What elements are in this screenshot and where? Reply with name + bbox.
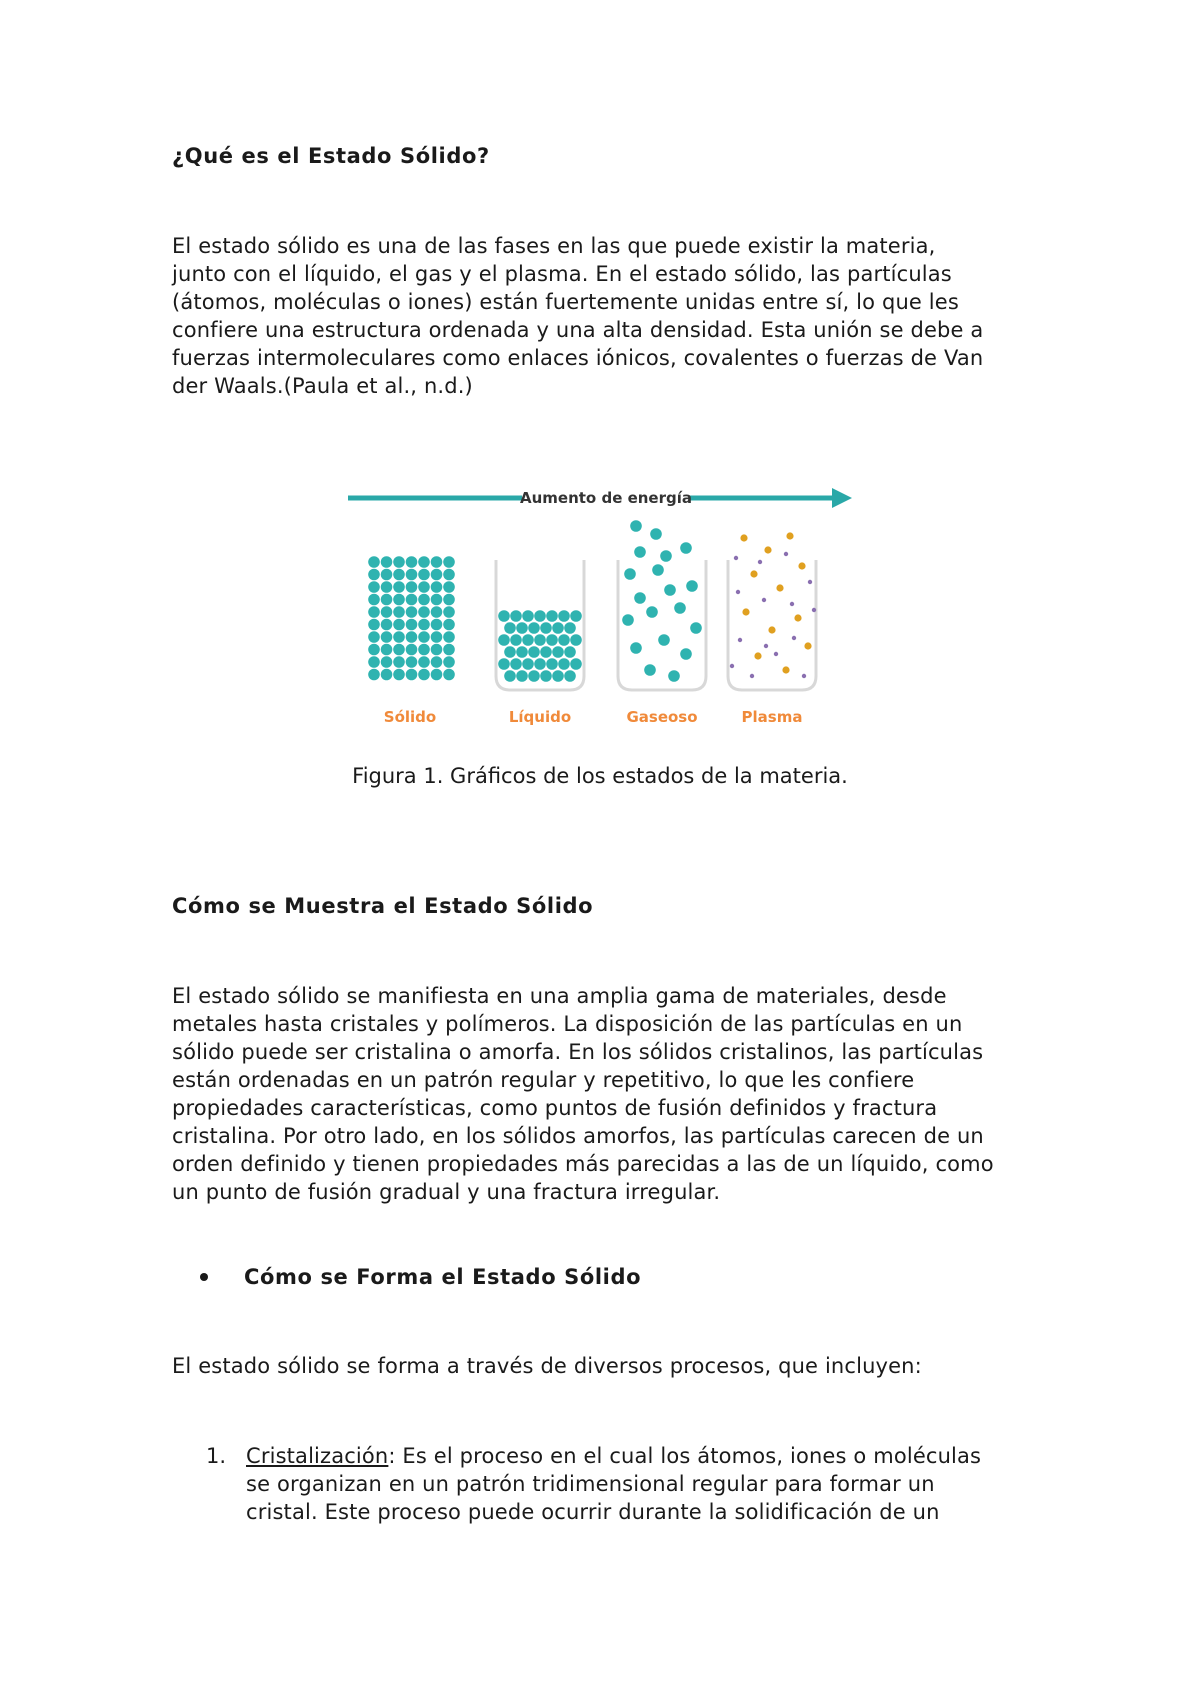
paragraph-line: fuerzas intermoleculares como enlaces iónicos, covalentes o fuerzas de Van <box>172 346 984 370</box>
liquid-particle <box>504 670 516 682</box>
solid-particle <box>406 656 418 668</box>
paragraph-line: metales hasta cristales y polímeros. La disposición de las partículas en un <box>172 1012 963 1036</box>
liquid-particle <box>522 634 534 646</box>
solid-particle <box>393 594 405 606</box>
solid-particle <box>443 656 455 668</box>
paragraph-line: un punto de fusión gradual y una fractura irregular. <box>172 1180 721 1204</box>
liquid-particle <box>534 658 546 670</box>
paragraph-line: cristalina. Por otro lado, en los sólidos amorfos, las partículas carecen de un <box>172 1124 984 1148</box>
plasma-electron <box>808 580 812 584</box>
bullet-item-formation <box>200 1265 641 1289</box>
solid-particle <box>393 569 405 581</box>
label-solido: Sólido <box>383 708 437 726</box>
solid-particle <box>368 619 380 631</box>
plasma-electron <box>750 674 754 678</box>
solid-particle <box>418 619 430 631</box>
plasma-electron <box>812 608 816 612</box>
solid-particle <box>368 644 380 656</box>
paragraph-manifestation <box>172 982 1052 1206</box>
solid-particle <box>431 594 443 606</box>
gas-particle <box>680 542 692 554</box>
paragraph-line: están ordenadas en un patrón regular y repetitivo, lo que les confiere <box>172 1068 915 1092</box>
solid-particle <box>381 606 393 618</box>
liquid-particle <box>528 622 540 634</box>
paragraph-line: junto con el líquido, el gas y el plasma. En el estado sólido, las partículas <box>172 262 952 286</box>
plasma-ion <box>754 652 761 659</box>
gas-particle <box>650 528 662 540</box>
solid-particle <box>381 569 393 581</box>
solid-particle <box>418 556 430 568</box>
solid-particle <box>443 644 455 656</box>
arrow-label: Aumento de energía <box>519 489 693 507</box>
plasma-electron <box>758 560 762 564</box>
liquid-particle <box>570 634 582 646</box>
gas-particle <box>652 564 664 576</box>
plasma-electron <box>736 590 740 594</box>
solid-particle <box>431 644 443 656</box>
list-item-line: se organizan en un patrón tridimensional regular para formar un <box>246 1472 935 1496</box>
plasma-ion <box>786 532 793 539</box>
section-heading-que-es: ¿Qué es el Estado Sólido? <box>172 144 490 168</box>
liquid-particle <box>570 658 582 670</box>
solid-particle <box>368 669 380 681</box>
solid-particle <box>381 619 393 631</box>
paragraph-line: (átomos, moléculas o iones) están fuertemente unidas entre sí, lo que les <box>172 290 959 314</box>
liquid-particle <box>504 622 516 634</box>
solid-particle <box>381 581 393 593</box>
liquid-particle <box>552 622 564 634</box>
solid-particle <box>431 619 443 631</box>
solid-particle <box>418 594 430 606</box>
label-plasma: Plasma <box>741 708 803 726</box>
solid-particle <box>368 594 380 606</box>
solid-lattice <box>368 556 455 680</box>
solid-particle <box>393 631 405 643</box>
liquid-particle <box>534 610 546 622</box>
solid-particle <box>406 631 418 643</box>
gas-particle <box>634 546 646 558</box>
liquid-particle <box>522 610 534 622</box>
liquid-particle <box>540 646 552 658</box>
solid-particle <box>406 569 418 581</box>
paragraph-line: der Waals.(Paula et al., n.d.) <box>172 374 473 398</box>
liquid-particle <box>516 622 528 634</box>
paragraph-definition <box>172 232 1052 400</box>
plasma-electron <box>762 598 766 602</box>
plasma-electron <box>802 674 806 678</box>
solid-particle <box>393 556 405 568</box>
solid-particle <box>381 594 393 606</box>
solid-particle <box>406 581 418 593</box>
plasma-ion <box>804 642 811 649</box>
solid-particle <box>406 606 418 618</box>
energy-arrow-head <box>832 488 852 508</box>
solid-particle <box>443 594 455 606</box>
solid-particle <box>368 606 380 618</box>
gas-particle <box>686 580 698 592</box>
solid-particle <box>381 556 393 568</box>
solid-particle <box>431 581 443 593</box>
liquid-particle <box>516 670 528 682</box>
solid-particle <box>443 581 455 593</box>
liquid-particle <box>570 610 582 622</box>
liquid-particle <box>516 646 528 658</box>
solid-particle <box>443 631 455 643</box>
list-item-number: 1. <box>206 1444 227 1468</box>
solid-particle <box>418 581 430 593</box>
gas-particle <box>630 520 642 532</box>
solid-particle <box>406 669 418 681</box>
plasma-electron <box>790 602 794 606</box>
gas-particle <box>624 568 636 580</box>
solid-particle <box>393 606 405 618</box>
solid-particle <box>431 606 443 618</box>
plasma-container <box>728 560 816 690</box>
liquid-particle <box>498 610 510 622</box>
gas-particle <box>622 614 634 626</box>
list-item-text <box>246 1442 1036 1526</box>
paragraph-line: sólido puede ser cristalina o amorfa. En los sólidos cristalinos, las partículas <box>172 1040 984 1064</box>
solid-particle <box>393 644 405 656</box>
plasma-ion <box>782 666 789 673</box>
solid-particle <box>368 569 380 581</box>
gas-particle <box>646 606 658 618</box>
solid-particle <box>368 556 380 568</box>
label-gaseoso: Gaseoso <box>626 708 698 726</box>
solid-particle <box>431 556 443 568</box>
paragraph-line: El estado sólido se manifiesta en una amplia gama de materiales, desde <box>172 984 947 1008</box>
solid-particle <box>393 581 405 593</box>
liquid-particle <box>546 610 558 622</box>
solid-particle <box>443 606 455 618</box>
solid-particle <box>431 569 443 581</box>
solid-particle <box>381 644 393 656</box>
list-item-line: : Es el proceso en el cual los átomos, iones o moléculas <box>388 1444 982 1468</box>
liquid-particle <box>558 634 570 646</box>
solid-particle <box>368 631 380 643</box>
liquid-particle <box>546 658 558 670</box>
plasma-ion <box>798 562 805 569</box>
plasma-electron <box>738 638 742 642</box>
gas-particle <box>644 664 656 676</box>
plasma-ion <box>740 534 747 541</box>
list-item-line: cristal. Este proceso puede ocurrir durante la solidificación de un <box>246 1500 940 1524</box>
label-liquido: Líquido <box>508 708 572 726</box>
liquid-particle <box>552 670 564 682</box>
paragraph-line: El estado sólido es una de las fases en las que puede existir la materia, <box>172 234 936 258</box>
solid-particle <box>381 656 393 668</box>
solid-particle <box>431 631 443 643</box>
solid-particle <box>368 581 380 593</box>
liquid-particle <box>510 634 522 646</box>
solid-particle <box>443 556 455 568</box>
paragraph-line: confiere una estructura ordenada y una alta densidad. Esta unión se debe a <box>172 318 984 342</box>
list-item <box>206 1442 1056 1526</box>
liquid-particle <box>528 670 540 682</box>
solid-particle <box>418 669 430 681</box>
plasma-electron <box>764 644 768 648</box>
liquid-particle <box>558 658 570 670</box>
bullet-dot-icon <box>200 1273 208 1281</box>
liquid-particle <box>552 646 564 658</box>
solid-particle <box>431 656 443 668</box>
gas-particle <box>660 550 672 562</box>
solid-particle <box>418 606 430 618</box>
paragraph-line: propiedades características, como puntos de fusión definidos y fractura <box>172 1096 938 1120</box>
gas-particle <box>674 602 686 614</box>
plasma-electron <box>734 556 738 560</box>
section-heading-como-se-forma: Cómo se Forma el Estado Sólido <box>244 1265 642 1289</box>
liquid-particle <box>564 670 576 682</box>
solid-particle <box>406 556 418 568</box>
liquid-particle <box>504 646 516 658</box>
solid-particle <box>443 619 455 631</box>
solid-particle <box>406 644 418 656</box>
plasma-ion <box>768 626 775 633</box>
list-item-term: Cristalización <box>246 1444 389 1468</box>
liquid-particle <box>528 646 540 658</box>
solid-particle <box>443 669 455 681</box>
paragraph-formation-intro: El estado sólido se forma a través de diversos procesos, que incluyen: <box>172 1354 922 1378</box>
figure-caption: Figura 1. Gráficos de los estados de la materia. <box>352 764 848 788</box>
gas-particle <box>634 592 646 604</box>
plasma-electron <box>784 552 788 556</box>
gas-particle <box>658 634 670 646</box>
liquid-particle <box>564 622 576 634</box>
solid-particle <box>418 631 430 643</box>
solid-particle <box>393 669 405 681</box>
plasma-ion <box>742 608 749 615</box>
gas-particle <box>630 642 642 654</box>
solid-particle <box>406 619 418 631</box>
liquid-particle <box>564 646 576 658</box>
liquid-particle <box>510 658 522 670</box>
liquid-particle <box>540 670 552 682</box>
liquid-particle <box>498 658 510 670</box>
liquid-particle <box>510 610 522 622</box>
solid-particle <box>431 669 443 681</box>
liquid-particle <box>558 610 570 622</box>
gas-particle <box>690 622 702 634</box>
solid-particle <box>381 669 393 681</box>
solid-particle <box>393 619 405 631</box>
gas-particle <box>668 670 680 682</box>
plasma-ion <box>764 546 771 553</box>
plasma-ion <box>794 614 801 621</box>
plasma-ion <box>750 570 757 577</box>
plasma-particles <box>730 532 816 678</box>
plasma-ion <box>776 584 783 591</box>
solid-particle <box>368 656 380 668</box>
paragraph-line: orden definido y tienen propiedades más parecidas a las de un líquido, como <box>172 1152 994 1176</box>
plasma-electron <box>774 652 778 656</box>
solid-particle <box>418 644 430 656</box>
solid-particle <box>393 656 405 668</box>
solid-particle <box>406 594 418 606</box>
solid-particle <box>443 569 455 581</box>
liquid-particle <box>534 634 546 646</box>
gas-particles <box>622 520 702 682</box>
solid-particle <box>381 631 393 643</box>
liquid-particles <box>498 610 582 682</box>
solid-particle <box>418 656 430 668</box>
plasma-electron <box>792 636 796 640</box>
liquid-particle <box>522 658 534 670</box>
gas-particle <box>664 584 676 596</box>
liquid-particle <box>498 634 510 646</box>
liquid-particle <box>546 634 558 646</box>
liquid-particle <box>540 622 552 634</box>
section-heading-como-se-muestra: Cómo se Muestra el Estado Sólido <box>172 894 594 918</box>
gas-particle <box>680 648 692 660</box>
solid-particle <box>418 569 430 581</box>
plasma-electron <box>730 664 734 668</box>
states-of-matter-figure <box>340 470 860 740</box>
